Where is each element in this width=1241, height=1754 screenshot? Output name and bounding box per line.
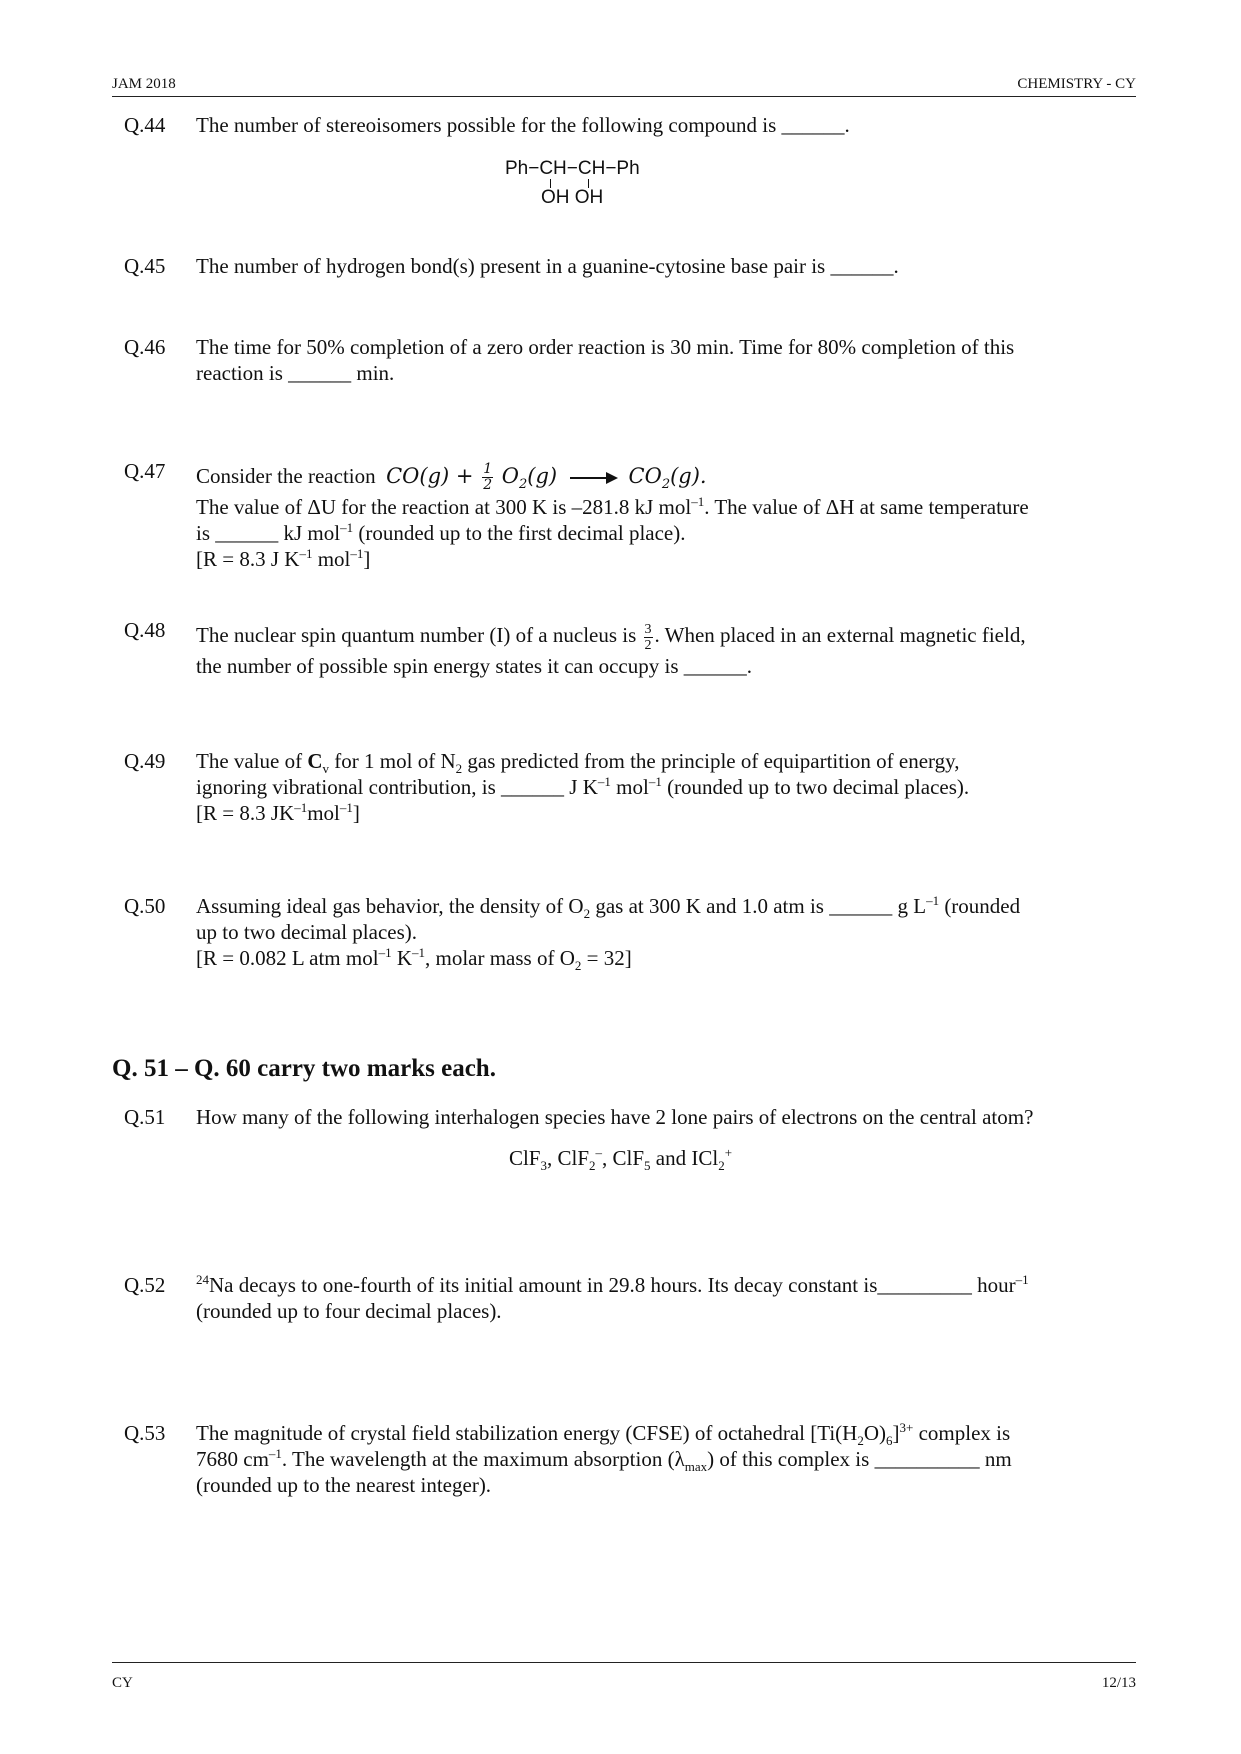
header-subject: CHEMISTRY - CY: [1017, 76, 1136, 92]
page-header: [112, 74, 1136, 97]
text-line: (rounded up to the nearest integer).: [196, 1473, 492, 1497]
question-number: Q.52: [124, 1273, 166, 1297]
text-line: the number of possible spin energy states it can occupy is ______.: [196, 654, 753, 678]
question-text: The number of stereoisomers possible for the following compound is ______.: [196, 113, 850, 137]
text-line: (rounded up to four decimal places).: [196, 1299, 502, 1323]
question-text: [196, 1420, 1136, 1498]
text-line: $^{24}$Na decays to one-fourth of its initial amount in 29.8 hours. Its decay constant is_________ hour$^{-1}$: [196, 1272, 1029, 1297]
question-number: Q.53: [124, 1421, 166, 1445]
fraction: $\frac{3}{2}$: [644, 621, 652, 653]
text-line: The value of ΔU for the reaction at 300 K is –281.8 kJ mol$^{-1}$. The value of ΔH at same temperature: [196, 494, 1029, 519]
structure-hydroxyls: OH OH: [541, 187, 604, 208]
question-text: How many of the following interhalogen species have 2 lone pairs of electrons on the central atom?: [196, 1105, 1034, 1129]
question-text: [196, 1272, 1136, 1324]
text-line: 7680 $cm^{-1}$. The wavelength at the maximum absorption $(\lambda_{max})$ of this complex is __________ nm: [196, 1446, 1012, 1475]
header-exam-name: JAM 2018: [112, 76, 176, 92]
question-text: [196, 334, 1136, 386]
text-line: The nuclear spin quantum number (I) of a nucleus is $\frac{3}{2}$ . When placed in an external magnetic field,: [196, 621, 1026, 653]
question-text: [196, 748, 1136, 826]
chemical-structure: [505, 158, 665, 214]
question-number: Q.48: [124, 618, 166, 642]
question-number: Q.49: [124, 749, 166, 773]
question-number: Q.51: [124, 1105, 166, 1129]
text-line: [R = 8.3 J $K^{-1}$ mol$^{-1}$]: [196, 546, 371, 571]
reaction-arrow: [570, 477, 616, 479]
fraction: $\frac{1}{2}$: [483, 461, 493, 493]
text-line: [R = 8.3 $JK^{-1}mol^{-1}$]: [196, 800, 360, 825]
text-line: The magnitude of crystal field stabilization energy (CFSE) of octahedral $[Ti(H_2O)_6]^{3+}$ complex is: [196, 1420, 1011, 1449]
page-number: 12/13: [1101, 1675, 1136, 1691]
text-line: [R = 0.082 L atm mol$^{-1}$ $K^{-1}$, molar mass of $O_2 = 32$]: [196, 945, 632, 974]
question-text: [196, 617, 1136, 679]
page-footer: [112, 1662, 1136, 1693]
question-number: Q.44: [124, 113, 166, 137]
question-text: [196, 893, 1136, 974]
text-line: up to two decimal places).: [196, 920, 418, 944]
equation: CO(g) + $\frac{1}{2}$ $O_2(g)$ $CO_2(g)$.: [386, 461, 707, 493]
text-line: ignoring vibrational contribution, is ______ J $K^{-1}$ mol$^{-1}$ (rounded up to two decimal places).: [196, 774, 970, 799]
footer-code: CY: [112, 1675, 133, 1691]
question-number: Q.50: [124, 894, 166, 918]
structure-chain: Ph−CH−CH−Ph: [505, 158, 640, 179]
text-line: Consider the reaction CO(g) + $\frac{1}{2}$ $O_2(g)$ $CO_2(g)$.: [196, 461, 707, 493]
question-number: Q.47: [124, 459, 166, 483]
text-line: reaction is ______ min.: [196, 361, 395, 385]
section-heading: Q. 51 – Q. 60 carry two marks each.: [112, 1055, 496, 1082]
text-line: Assuming ideal gas behavior, the density of $O_2$ gas at 300 K and 1.0 atm is ______ g $L^{-1}$ (rounded: [196, 893, 1021, 922]
question-number: Q.45: [124, 254, 166, 278]
text-line: The time for 50% completion of a zero order reaction is 30 min. Time for 80% completion of this: [196, 335, 1015, 359]
species-list: ClF$_3$, ClF$_2$–, ClF$_5$ and ICl$_2$+: [508, 1145, 733, 1174]
question-text: The number of hydrogen bond(s) present in a guanine-cytosine base pair is ______.: [196, 254, 899, 278]
text-line: The value of $C_v$ for 1 mol of $N_2$ gas predicted from the principle of equipartition of energy,: [196, 749, 960, 777]
question-number: Q.46: [124, 335, 166, 359]
question-text: [196, 458, 1136, 572]
text-line: is ______ kJ mol$^{-1}$ (rounded up to the first decimal place).: [196, 520, 686, 545]
